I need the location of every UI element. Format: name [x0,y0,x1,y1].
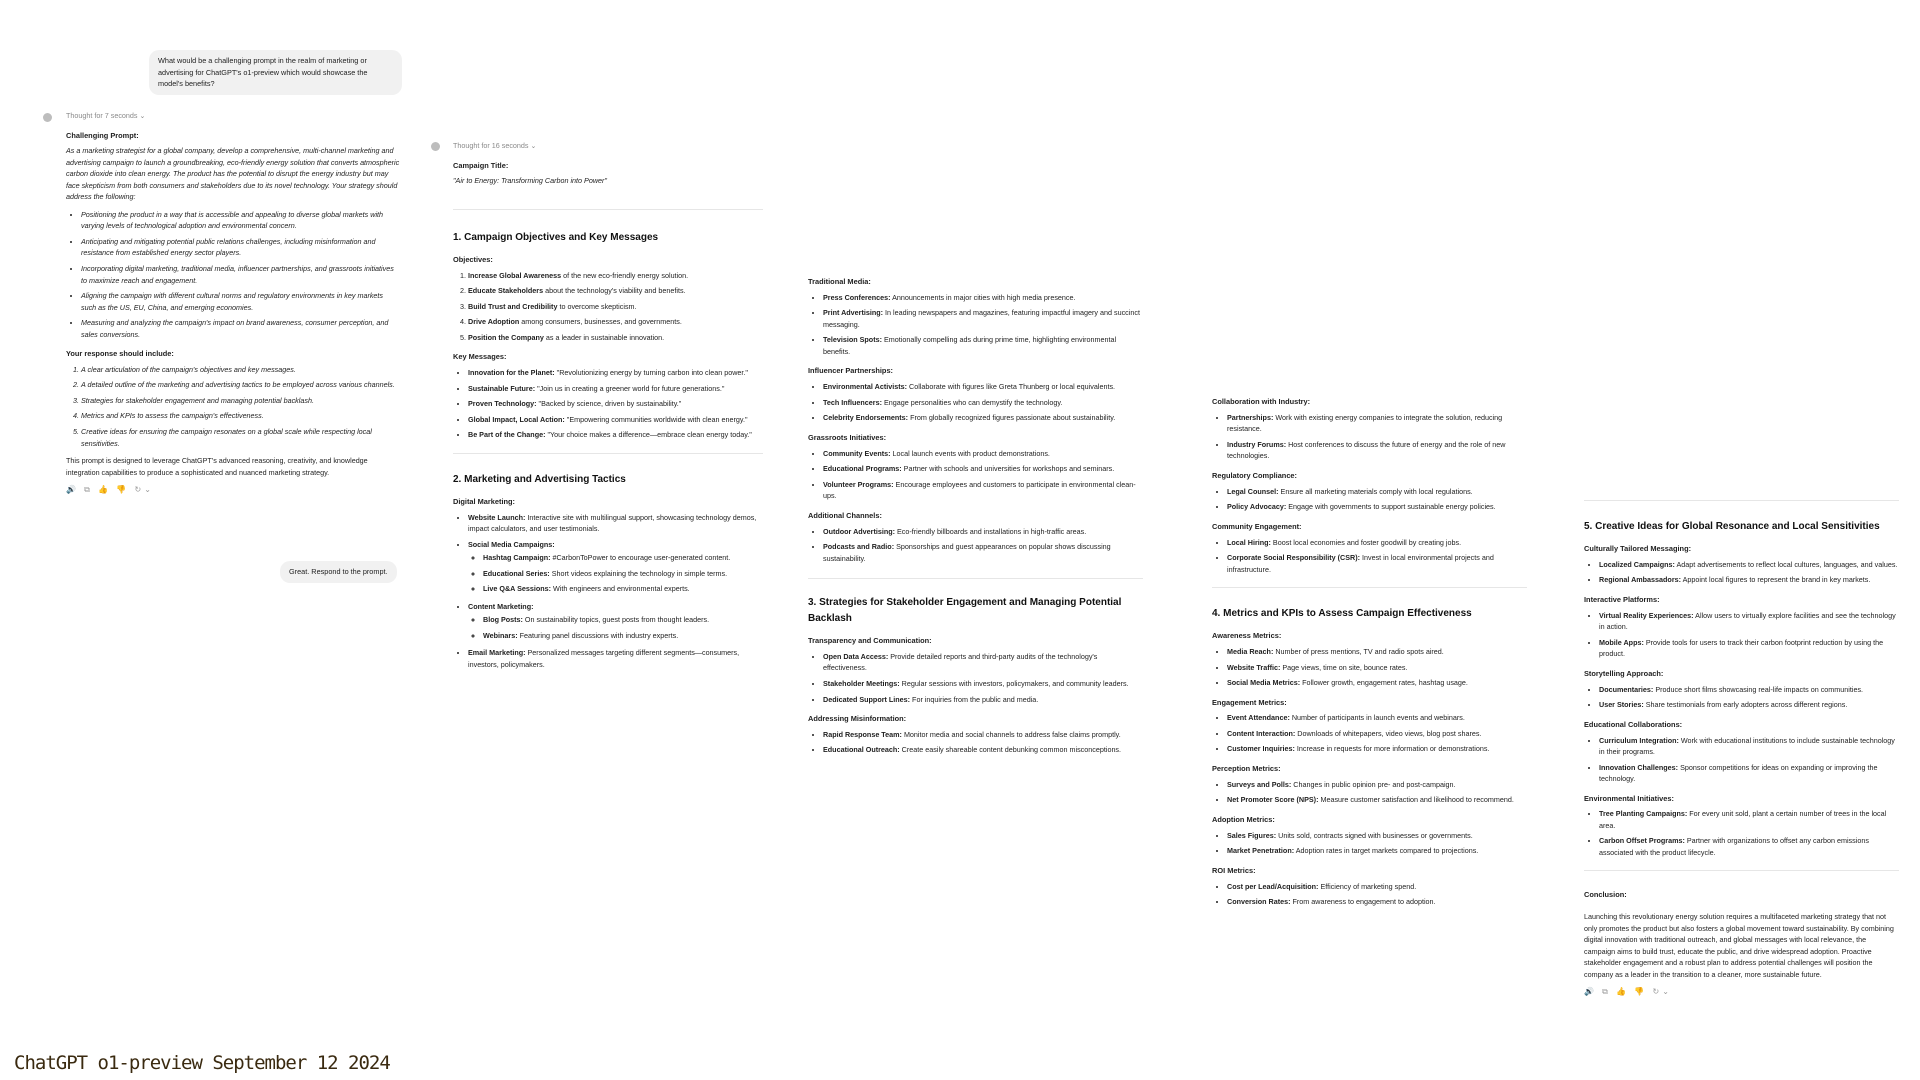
additional-channels-label: Additional Channels: [808,510,882,520]
list-item: • Regional Ambassadors: Appoint local figures to represent the brand in key markets. [1599,574,1899,586]
list-item: • Television Spots: Emotionally compelling ads during prime time, highlighting environmental benefits. [823,334,1143,357]
list-item: • Environmental Activists: Collaborate with figures like Greta Thunberg or local equivalents. [823,381,1143,393]
list-item: • Aligning the campaign with different cultural norms and regulatory environments in key markets such as the US, EU, China, and emerging economies. [81,290,400,313]
campaign-title: "Air to Energy: Transforming Carbon into Power" [453,176,607,186]
list-item: 4. Metrics and KPIs to assess the campaign's effectiveness. [81,410,400,422]
list-item: • Innovation Challenges: Sponsor competitions for ideas on expanding or improving the technology. [1599,762,1899,785]
divider [1212,587,1527,588]
prompt-intro: As a marketing strategist for a global company, develop a comprehensive, multi-channel marketing and advertising campaign to launch a groundbreaking, eco-friendly energy solution that converts atmospheric carbon dioxide into clean energy. The product has the potential to disrupt the energy industry but may face skepticism from both consumers and stakeholders due to its novel technology. Your strategy should address the following: [66,146,400,202]
list-item: • Educational Programs: Partner with schools and universities for workshops and seminars. [823,463,1143,475]
thought-toggle[interactable]: Thought for 16 seconds ⌄ [453,141,537,150]
list-item: • Podcasts and Radio: Sponsorships and guest appearances on popular shows discussing sustainability. [823,541,1143,564]
roi-metrics-label: ROI Metrics: [1212,865,1256,875]
list-item: • Industry Forums: Host conferences to discuss the future of energy and the role of new technologies. [1227,439,1527,462]
list-item: • Outdoor Advertising: Eco-friendly billboards and installations in high-traffic areas. [823,526,1143,538]
conclusion-paragraph: Launching this revolutionary energy solution requires a multifaceted marketing strategy that not only promotes the product but also fosters a global movement toward sustainability. By combining digital innovation with traditional outreach, and global messages with local relevance, the campaign aims to build trust, educate the public, and drive widespread adoption. Proactive stakeholder engagement and a robust plan to address potential challenges will position the company as a leader in the transition to a cleaner, more sustainable future. [1584,912,1894,979]
thought-toggle[interactable]: Thought for 7 seconds ⌄ [66,111,146,120]
roi-list [1212,881,1527,908]
caption-footer: ChatGPT o1-preview September 12 2024 [14,1052,390,1074]
list-item: 3. Strategies for stakeholder engagement and managing potential backlash. [81,395,400,407]
divider [453,209,763,210]
list-item: ◦ Webinars: Featuring panel discussions with industry experts. [483,630,763,642]
objectives-label: Objectives: [453,254,493,264]
list-item: • Content Marketing: ◦ Blog Posts: On sustainability topics, guest posts from thought leaders. ◦ Webinars: Featuring panel discussions with industry experts. [468,601,763,642]
section-title-1: 1. Campaign Objectives and Key Messages [453,231,659,243]
list-item: • Email Marketing: Personalized messages targeting different segments—consumers, investors, policymakers. [468,647,763,670]
list-item: • Be Part of the Change: "Your choice makes a difference—embrace clean energy today." [468,429,763,441]
assistant-reply-2-part-2 [808,276,1143,762]
perception-metrics-label: Perception Metrics: [1212,763,1281,773]
assistant-reply-2-part-1 [453,140,763,676]
list-item: • Open Data Access: Provide detailed reports and third-party audits of the technology's effectiveness. [823,651,1143,674]
list-item: • Carbon Offset Programs: Partner with organizations to offset any carbon emissions associated with the product lifecycle. [1599,835,1899,858]
storytelling-list [1584,684,1899,711]
list-item: • Partnerships: Work with existing energy companies to integrate the solution, reducing resistance. [1227,412,1527,435]
list-item: • Tech Influencers: Engage personalities who can demystify the technology. [823,397,1143,409]
grassroots-list [808,448,1143,502]
regulatory-list [1212,486,1527,513]
list-item: • Social Media Campaigns: ◦ Hashtag Campaign: #CarbonToPower to encourage user-generated content. ◦ Educational Series: Short videos explaining the technology in simple terms. ◦ Live Q&A Sessions: With engineers and environmental experts. [468,539,763,595]
key-messages-list [453,367,763,441]
influencer-label: Influencer Partnerships: [808,366,894,376]
list-item: ◦ Educational Series: Short videos explaining the technology in simple terms. [483,568,763,580]
list-item: • Tree Planting Campaigns: For every unit sold, plant a certain number of trees in the local area. [1599,808,1899,831]
list-item: • Social Media Metrics: Follower growth, engagement rates, hashtag usage. [1227,677,1527,689]
list-item: • Measuring and analyzing the campaign's impact on brand awareness, consumer perception, and sales conversions. [81,317,400,340]
list-item: • Sustainable Future: "Join us in creating a greener world for future generations." [468,383,763,395]
collaboration-list [1212,412,1527,462]
list-item: • Mobile Apps: Provide tools for users to track their carbon footprint reduction by using the product. [1599,637,1899,660]
list-item: • Corporate Social Responsibility (CSR): Invest in local environmental projects and infrastructure. [1227,552,1527,575]
interactive-list [1584,610,1899,660]
list-item: • Rapid Response Team: Monitor media and social channels to address false claims promptly. [823,729,1143,741]
adoption-metrics-label: Adoption Metrics: [1212,814,1275,824]
awareness-metrics-label: Awareness Metrics: [1212,631,1282,641]
engagement-list [1212,712,1527,755]
list-item: • Localized Campaigns: Adapt advertisements to reflect local cultures, languages, and values. [1599,559,1899,571]
social-list [468,552,763,595]
list-item: • Positioning the product in a way that is accessible and appealing to diverse global markets with varying levels of technological adoption and environmental concern. [81,209,400,232]
list-item: ◦ Live Q&A Sessions: With engineers and environmental experts. [483,583,763,595]
list-item: • User Stories: Share testimonials from early adopters across different regions. [1599,699,1899,711]
digital-marketing-label: Digital Marketing: [453,496,516,506]
response-list [66,364,400,449]
transparency-label: Transparency and Communication: [808,636,932,646]
list-item: • Policy Advocacy: Engage with governments to support sustainable energy policies. [1227,501,1527,513]
list-item: ◦ Hashtag Campaign: #CarbonToPower to encourage user-generated content. [483,552,763,564]
list-item: 3. Build Trust and Credibility to overcome skepticism. [468,301,763,313]
list-item: 4. Drive Adoption among consumers, businesses, and governments. [468,316,763,328]
list-item: • Content Interaction: Downloads of whitepapers, video views, blog post shares. [1227,728,1527,740]
interactive-label: Interactive Platforms: [1584,594,1660,604]
list-item: • Documentaries: Produce short films showcasing real-life impacts on communities. [1599,684,1899,696]
assistant-reply-2-part-3 [1212,396,1527,914]
perception-list [1212,779,1527,806]
digital-marketing-list [453,512,763,671]
list-item: • Volunteer Programs: Encourage employees and customers to participate in environmental clean-ups. [823,479,1143,502]
list-item: 1. A clear articulation of the campaign's objectives and key messages. [81,364,400,376]
user-message-bubble [149,50,402,95]
list-item: • Local Hiring: Boost local economies and foster goodwill by creating jobs. [1227,537,1527,549]
transparency-list [808,651,1143,705]
environmental-list [1584,808,1899,858]
conclusion-label: Conclusion: [1584,890,1627,900]
collaboration-label: Collaboration with Industry: [1212,397,1311,406]
assistant-avatar-icon [431,142,440,151]
reply-heading: Challenging Prompt: [66,130,139,140]
section-title-5: 5. Creative Ideas for Global Resonance and Local Sensitivities [1584,521,1880,532]
message-actions[interactable]: 🔊 ⧉ 👍 👎 ↻⌄ [66,485,154,495]
list-item: • Sales Figures: Units sold, contracts signed with businesses or governments. [1227,830,1527,842]
grassroots-label: Grassroots Initiatives: [808,432,887,442]
list-item: 2. A detailed outline of the marketing and advertising tactics to be employed across various channels. [81,379,400,391]
list-item: • Virtual Reality Experiences: Allow users to virtually explore facilities and see the technology in action. [1599,610,1899,633]
storytelling-label: Storytelling Approach: [1584,668,1664,678]
list-item: • Website Launch: Interactive site with multilingual support, showcasing technology demos, impact calculators, and user testimonials. [468,512,763,535]
key-messages-label: Key Messages: [453,352,507,362]
prompt-bullets [66,209,400,340]
user-message-text: What would be a challenging prompt in the realm of marketing or advertising for ChatGPT's o1-preview which would showcase the model's benefits? [158,56,368,89]
list-item: • Surveys and Polls: Changes in public opinion pre- and post-campaign. [1227,779,1527,791]
list-item: • Net Promoter Score (NPS): Measure customer satisfaction and likelihood to recommend. [1227,794,1527,806]
list-item: 1. Increase Global Awareness of the new eco-friendly energy solution. [468,270,763,282]
section-title-2: 2. Marketing and Advertising Tactics [453,473,626,485]
list-item: • Event Attendance: Number of participants in launch events and webinars. [1227,712,1527,724]
educational-label: Educational Collaborations: [1584,719,1683,729]
message-actions[interactable]: 🔊 ⧉ 👍 👎 ↻⌄ [1584,987,1672,997]
section-title-3: 3. Strategies for Stakeholder Engagement and Managing Potential Backlash [808,597,1122,625]
list-item: • Stakeholder Meetings: Regular sessions with investors, policymakers, and community leaders. [823,678,1143,690]
list-item: 2. Educate Stakeholders about the technology's viability and benefits. [468,285,763,297]
list-item: • Dedicated Support Lines: For inquiries from the public and media. [823,694,1143,706]
educational-list [1584,735,1899,785]
user-followup-text: Great. Respond to the prompt. [289,567,388,576]
list-item: • Community Events: Local launch events with product demonstrations. [823,448,1143,460]
tailored-list [1584,559,1899,586]
list-item: • Market Penetration: Adoption rates in target markets compared to projections. [1227,845,1527,857]
list-item: • Media Reach: Number of press mentions, TV and radio spots aired. [1227,646,1527,658]
awareness-list [1212,646,1527,689]
community-list [1212,537,1527,576]
section-title-4: 4. Metrics and KPIs to Assess Campaign Effectiveness [1212,608,1472,620]
objectives-list [453,270,763,344]
list-item: • Press Conferences: Announcements in major cities with high media presence. [823,292,1143,304]
user-followup-bubble [280,561,397,583]
list-item: • Celebrity Endorsements: From globally recognized figures passionate about sustainability. [823,412,1143,424]
list-item: • Educational Outreach: Create easily shareable content debunking common misconceptions. [823,744,1143,756]
community-label: Community Engagement: [1212,521,1302,531]
list-item: • Curriculum Integration: Work with educational institutions to include sustainable technology in their programs. [1599,735,1899,758]
traditional-media-label: Traditional Media: [808,277,871,286]
list-item: • Proven Technology: "Backed by science, driven by sustainability." [468,398,763,410]
list-item: • Incorporating digital marketing, traditional media, influencer partnerships, and grassroots initiatives to maximize reach and engagement. [81,263,400,286]
misinformation-list [808,729,1143,756]
list-item: • Website Traffic: Page views, time on site, bounce rates. [1227,662,1527,674]
traditional-media-list [808,292,1143,358]
campaign-title-label: Campaign Title: [453,160,509,170]
list-item: • Global Impact, Local Action: "Empowering communities worldwide with clean energy." [468,414,763,426]
influencer-list [808,381,1143,424]
misinformation-label: Addressing Misinformation: [808,714,907,724]
list-item: • Cost per Lead/Acquisition: Efficiency of marketing spend. [1227,881,1527,893]
list-item: ◦ Blog Posts: On sustainability topics, guest posts from thought leaders. [483,614,763,626]
divider [1584,500,1899,501]
adoption-list [1212,830,1527,857]
list-item: • Legal Counsel: Ensure all marketing materials comply with local regulations. [1227,486,1527,498]
content-list [468,614,763,641]
tailored-messaging-label: Culturally Tailored Messaging: [1584,544,1692,553]
response-heading: Your response should include: [66,349,174,359]
assistant-reply-2-part-4 [1584,500,1899,999]
assistant-reply-1 [66,110,400,497]
assistant-avatar-icon [43,113,52,122]
list-item: • Innovation for the Planet: "Revolutionizing energy by turning carbon into clean power." [468,367,763,379]
additional-channels-list [808,526,1143,565]
list-item: • Anticipating and mitigating potential public relations challenges, including misinformation and resistance from established energy sector players. [81,236,400,259]
list-item: 5. Creative ideas for ensuring the campaign resonates on a global scale while respecting local sensitivities. [81,426,400,449]
divider [453,453,763,454]
regulatory-label: Regulatory Compliance: [1212,470,1298,480]
list-item: • Print Advertising: In leading newspapers and magazines, featuring impactful imagery and succinct messaging. [823,307,1143,330]
divider [808,578,1143,579]
environmental-label: Environmental Initiatives: [1584,793,1674,803]
engagement-metrics-label: Engagement Metrics: [1212,697,1287,707]
list-item: 5. Position the Company as a leader in sustainable innovation. [468,332,763,344]
list-item: • Customer Inquiries: Increase in requests for more information or demonstrations. [1227,743,1527,755]
closing-paragraph: This prompt is designed to leverage ChatGPT's advanced reasoning, creativity, and knowledge integration capabilities to produce a sophisticated and nuanced marketing strategy. [66,456,368,477]
list-item: • Conversion Rates: From awareness to engagement to adoption. [1227,896,1527,908]
divider [1584,870,1899,871]
